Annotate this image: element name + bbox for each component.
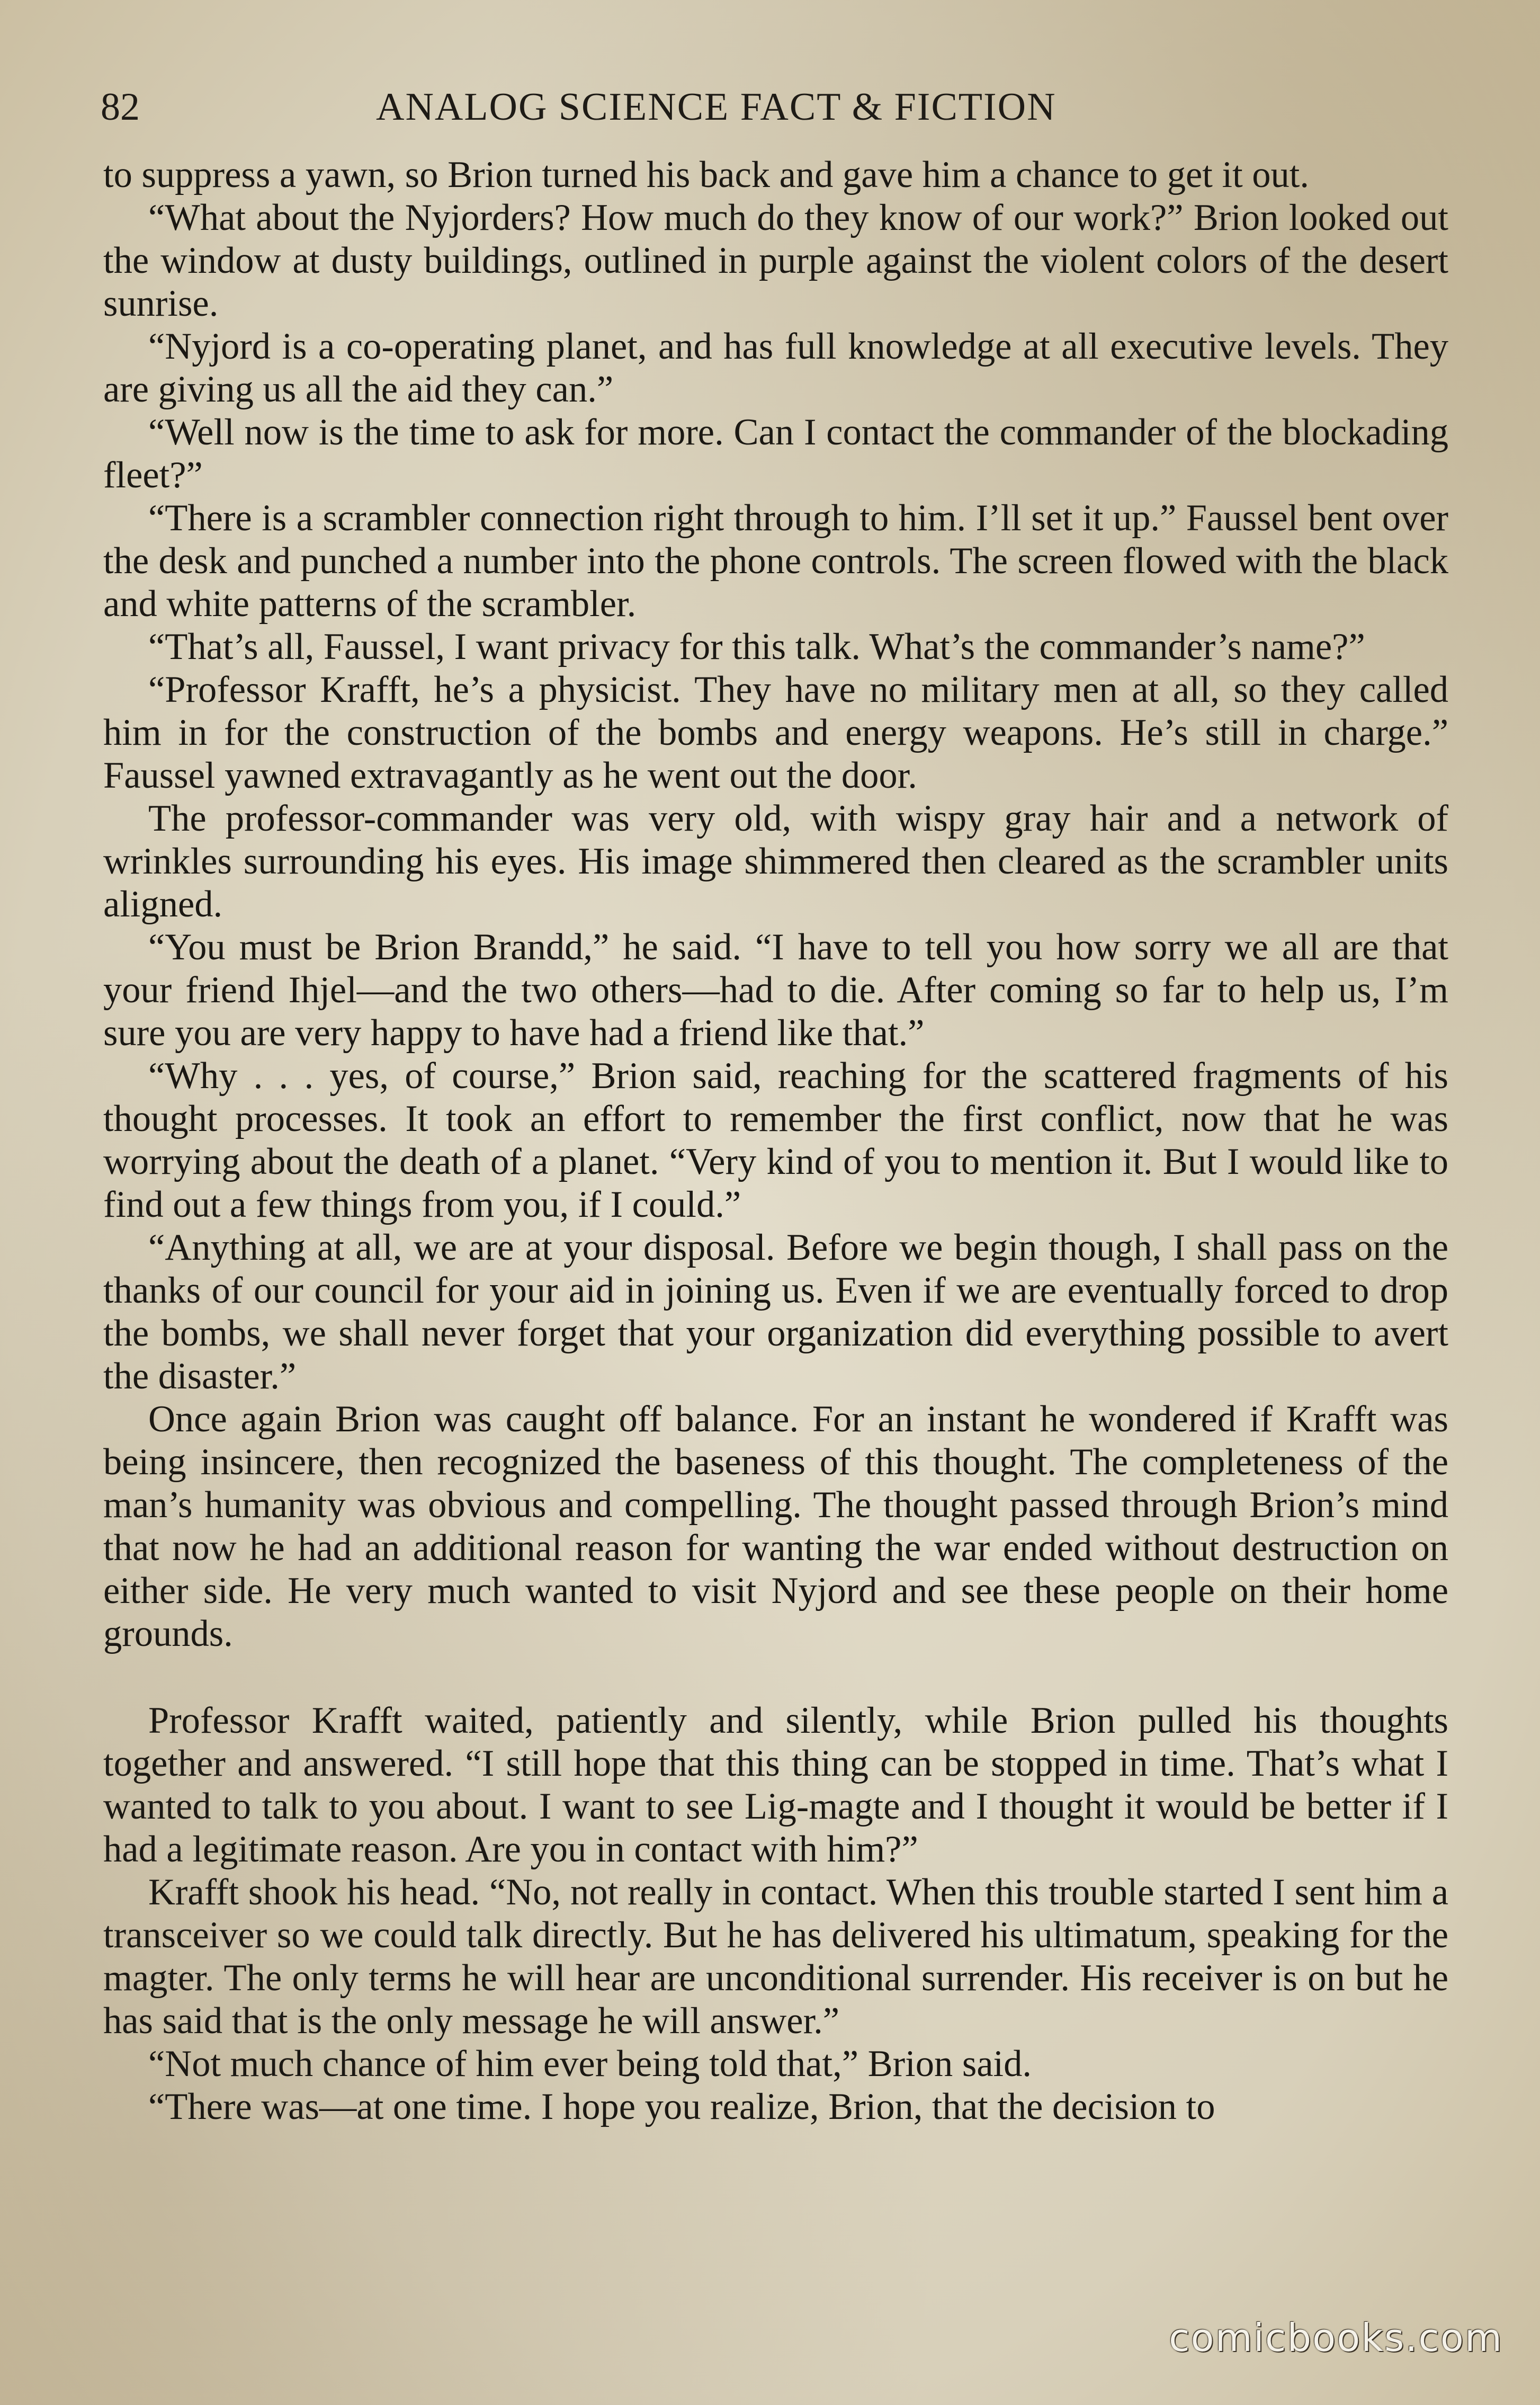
paragraph: “There is a scrambler connection right through to him. I’ll set it up.” Faussel bent over the desk and punched a number into the phone controls. The screen flowed with the black and white patterns of the scrambler. xyxy=(103,497,1448,625)
running-head: ANALOG SCIENCE FACT & FICTION xyxy=(376,85,1056,129)
section-break xyxy=(103,1655,1448,1699)
body-text xyxy=(103,154,1448,2128)
paragraph: “Nyjord is a co-operating planet, and has full knowledge at all executive levels. They are giving us all the aid they can.” xyxy=(103,326,1448,410)
paragraph: Krafft shook his head. “No, not really in contact. When this trouble started I sent him a transceiver so we could talk directly. But he has delivered his ultimatum, speaking for the magter. The only terms he will hear are unconditional surrender. His receiver is on but he has said that is the only message he will answer.” xyxy=(103,1872,1448,2042)
paragraph: to suppress a yawn, so Brion turned his back and gave him a chance to get it out. xyxy=(103,154,1309,195)
paragraph: “There was—at one time. I hope you realize, Brion, that the decision to xyxy=(148,2086,1215,2127)
paragraph: “Well now is the time to ask for more. Can I contact the commander of the blockading fleet?” xyxy=(103,412,1448,496)
paragraph: “Not much chance of him ever being told that,” Brion said. xyxy=(148,2043,1032,2085)
paragraph: “Professor Krafft, he’s a physicist. They have no military men at all, so they called him in for the construction of the bombs and energy weapons. He’s still in charge.” Faussel yawned extravagantly as he went out the door. xyxy=(103,669,1448,796)
watermark: comicbooks.com xyxy=(1168,2315,1503,2360)
page-header xyxy=(101,85,1446,143)
paragraph: “You must be Brion Brandd,” he said. “I have to tell you how sorry we all are that your friend Ihjel—and the two others—had to die. After coming so far to help us, I’m sure you are very happy to have had a friend like that.” xyxy=(103,927,1448,1054)
paragraph: The professor-commander was very old, with wispy gray hair and a network of wrinkles surrounding his eyes. His image shimmered then cleared as the scrambler units aligned. xyxy=(103,798,1448,925)
paragraph: “Anything at all, we are at your disposal. Before we begin though, I shall pass on the thanks of our council for your aid in joining us. Even if we are eventually forced to drop the bombs, we shall never forget that your organization did everything possible to avert the disaster.” xyxy=(103,1227,1448,1397)
paragraph: Professor Krafft waited, patiently and silently, while Brion pulled his thoughts together and answered. “I still hope that this thing can be stopped in time. That’s what I wanted to talk to you about. I want to see Lig-magte and I thought it would be better if I had a legitimate reason. Are you in contact with him?” xyxy=(103,1700,1448,1870)
paragraph: “That’s all, Faussel, I want privacy for this talk. What’s the commander’s name?” xyxy=(148,626,1365,667)
paragraph: “What about the Nyjorders? How much do they know of our work?” Brion looked out the window at dusty buildings, outlined in purple against the violent colors of the desert sunrise. xyxy=(103,197,1448,324)
paragraph: “Why . . . yes, of course,” Brion said, reaching for the scattered fragments of his thought processes. It took an effort to remember the first conflict, now that he was worrying about the death of a planet. “Very kind of you to mention it. But I would like to find out a few things from you, if I could.” xyxy=(103,1055,1448,1225)
page-number: 82 xyxy=(101,85,140,129)
paragraph: Once again Brion was caught off balance. For an instant he wondered if Krafft was being insincere, then recognized the baseness of this thought. The completeness of the man’s humanity was obvious and compelling. The thought passed through Brion’s mind that now he had an additional reason for wanting the war ended without destruction on either side. He very much wanted to visit Nyjord and see these people on their home grounds. xyxy=(103,1399,1448,1654)
